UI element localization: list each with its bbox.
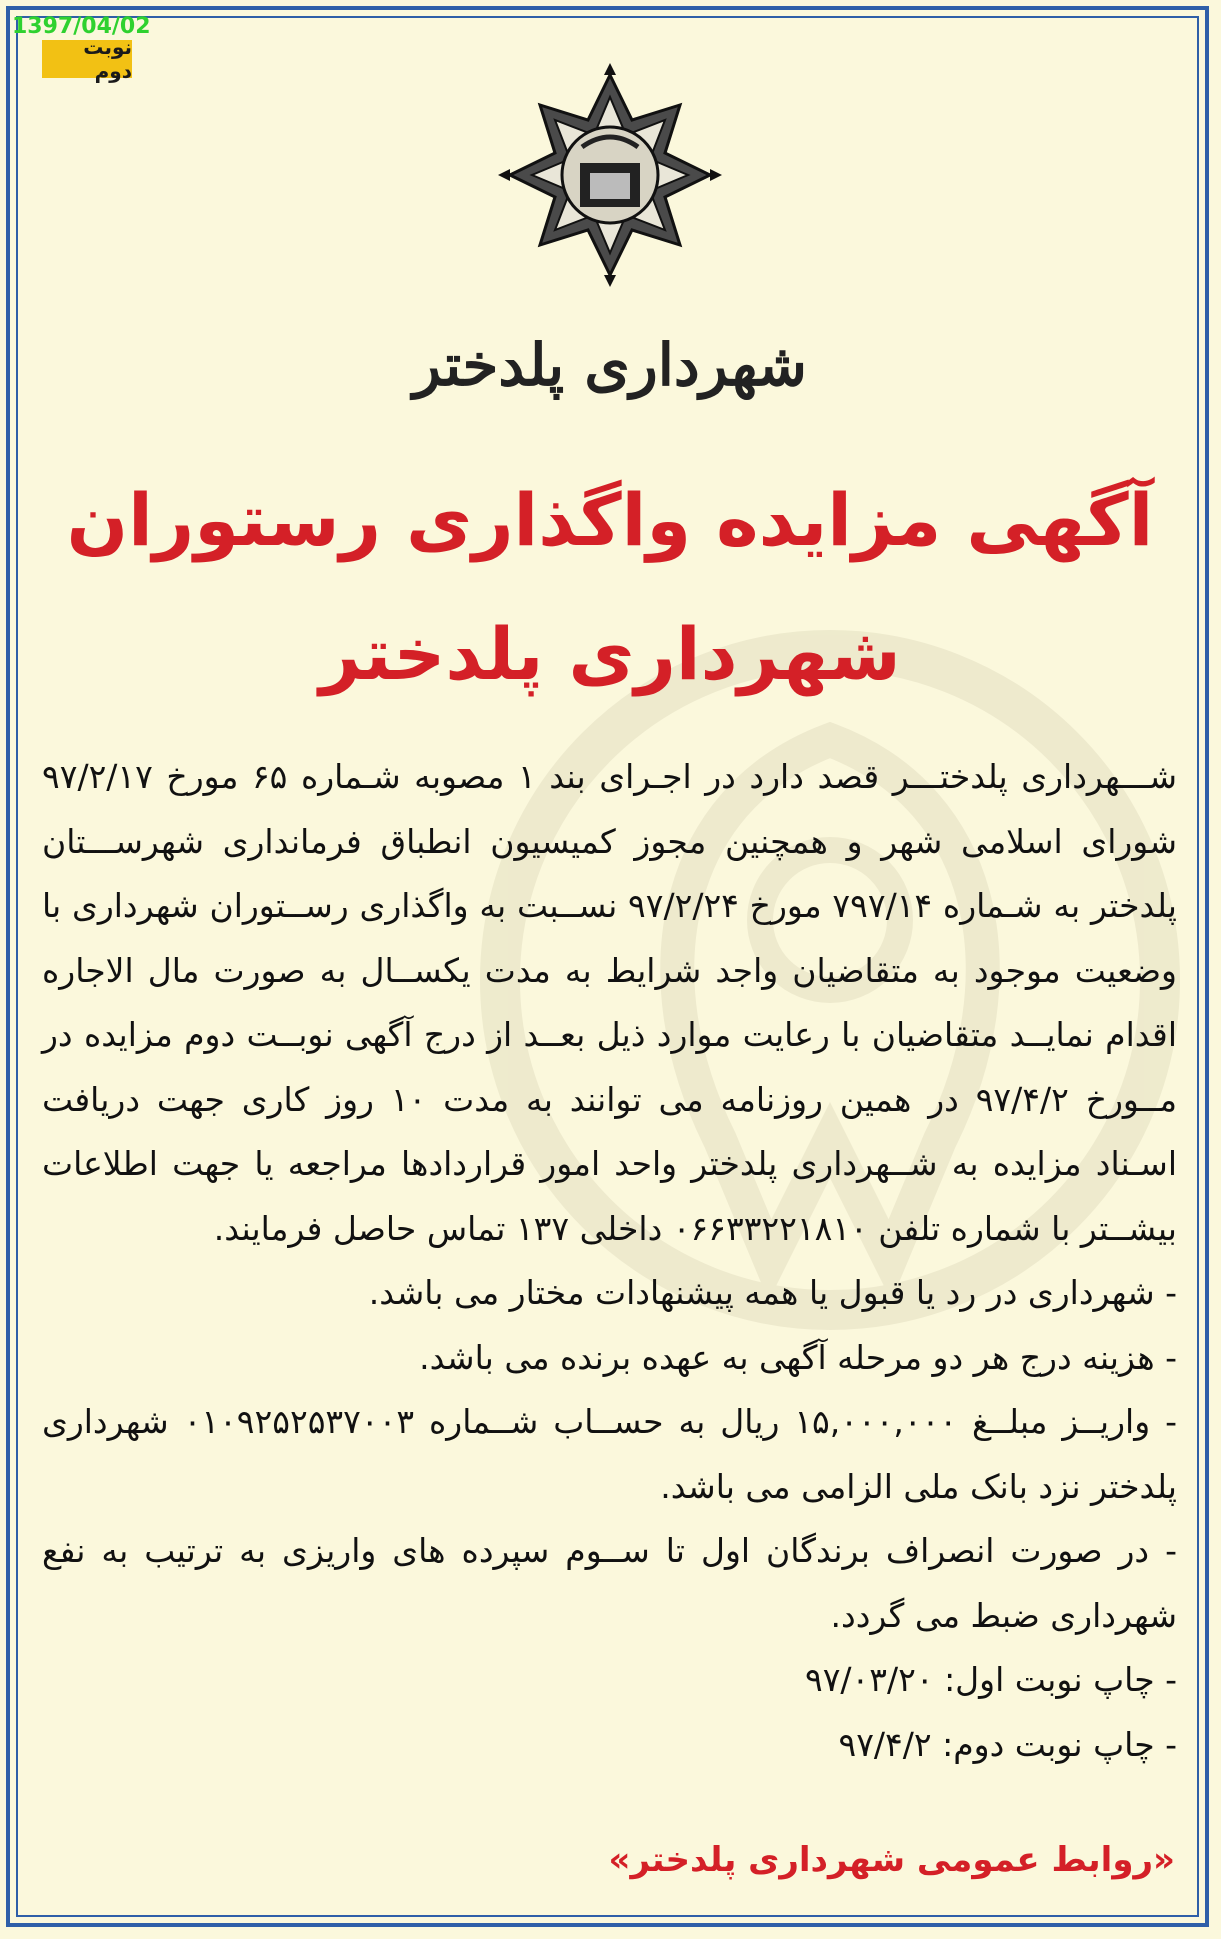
date-stamp: 1397/04/02 xyxy=(12,14,151,39)
main-paragraph: شـــهرداری پلدختـــر قصد دارد در اجـرای بند ۱ مصوبه شـماره ۶۵ مورخ ۹۷/۲/۱۷ شورای اسلامی شهر و همچنین مجوز کمیسیون انطباق فرمانداری شهرســـتان پلدختر به شـماره ۷۹۷/۱۴ مورخ ۹۷/۲/۲۴ نســبت به واگذاری رســتوران شهرداری با وضعیت موجود به متقاضیان واجد شرایط به مدت یکســال به صورت مال الاجاره اقدام نمایــد متقاضیان با رعایت موارد ذیل بعــد از درج آگهی نوبــت دوم مزایده در مــورخ ۹۷/۴/۲ در همین روزنامه می توانند به مدت ۱۰ روز کاری جهت دریافت اسـناد مزایده به شــهرداری پلدختر واحد امور قراردادها مراجعه یا جهت اطلاعات بیشــتر با شماره تلفن ۰۶۶۳۳۲۲۱۸۱۰ داخلی ۱۳۷ تماس حاصل فرمایند. xyxy=(42,757,1177,1248)
condition-item: - در صورت انصراف برندگان اول تا ســوم سپرده های واریزی به ترتیب به نفع شهرداری ضبط می گردد. xyxy=(42,1531,1177,1635)
notice-title-line2: شهرداری پلدختر xyxy=(319,612,901,696)
second-print-date: - چاپ نوبت دوم: ۹۷/۴/۲ xyxy=(838,1724,1177,1764)
notice-body xyxy=(42,745,1177,1777)
condition-item: - شهرداری در رد یا قبول یا همه پیشنهادات مختار می باشد. xyxy=(368,1273,1177,1312)
first-print-date: - چاپ نوبت اول: ۹۷/۰۳/۲۰ xyxy=(804,1660,1177,1699)
notice-title-line1: آگهی مزایده واگذاری رستوران xyxy=(66,478,1154,562)
logo-caption: شهرداری پلدختر xyxy=(412,331,808,399)
condition-item: - واریــز مبلــغ ۱۵,۰۰۰,۰۰۰ ریال به حســاب شــماره ۰۱۰۹۲۵۲۵۳۷۰۰۳ شهرداری پلدختر نزد بانک ملی الزامی می باشد. xyxy=(42,1402,1177,1506)
round-badge: نوبت دوم xyxy=(42,40,132,78)
condition-item: - هزینه درج هر دو مرحله آگهی به عهده برنده می باشد. xyxy=(419,1337,1177,1377)
signature: «روابط عمومی شهرداری پلدختر» xyxy=(608,1840,1175,1880)
municipality-emblem-icon xyxy=(412,40,808,440)
